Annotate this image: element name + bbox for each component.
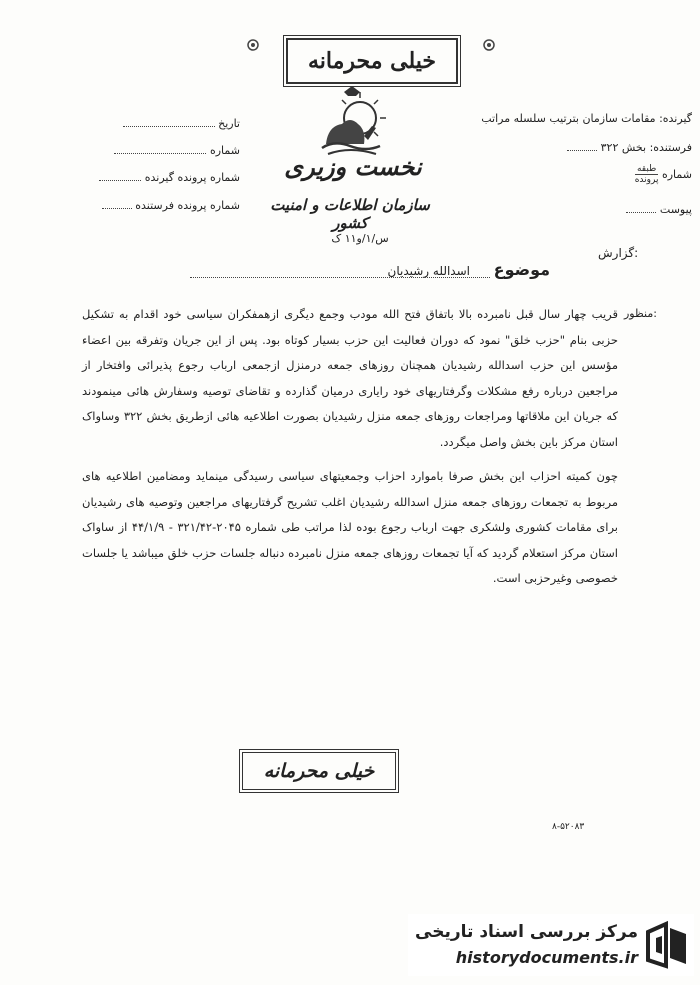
body-paragraph: چون کمیته احزاب این بخش صرفا باموارد احزاب وجمعیتهای سیاسی رسیدگی مینماید ومضامین اطلاعیه های مربوط به تجمعات روزهای جمعه منزل اسدالله رشیدیان اغلب تشریح گرفتاریهای مراجعین وتوصیه های رشیدیان برای مقامات کشوری ولشکری جهت ارباب رجوع بوده لذا مراتب طی شماره ۲۰۴۵-۳۲۱/۴۲ - ۴۴/۱/۹ از ساواک استان مرکز استعلام گردید که آیا تجمعات روزهای جمعه منزل نامبرده دنباله جلسات حزب خلق میباشد یا جلسات خصوصی وغیرحزبی است. bbox=[82, 469, 619, 585]
document-code: ۸-۵۲۰۸۳ bbox=[552, 822, 585, 832]
receiver-file-label: شماره پرونده گیرنده bbox=[144, 171, 240, 184]
recipient-text: گیرنده: مقامات سازمان بترتیب سلسله مراتب bbox=[481, 112, 692, 125]
report-label: گزارش: bbox=[598, 246, 639, 260]
ornament-icon bbox=[246, 38, 260, 52]
recipient-field bbox=[481, 112, 692, 125]
body-paragraph: قریب چهار سال قبل نامبرده بالا باتفاق فتح الله مودب وجمع دیگری ازهمفکران سیاسی خود اقدام به تشکیل حزبی بنام "حزب خلق" نمود که دوران فعالیت این حزب بسیار کوتاه بود. پس از این جریان وتفرقه بین اعضاء مؤسس این حزب اسدالله رشیدیان همچنان روزهای جمعه درمنزل ازجمعی ارباب رجوع پذیرائی وافتخار از مراجعین درباره رفع مشکلات وگرفتاریهای خود رایاری درمیان گذارده و تقاضای توصیه وسفارش هائی مینمودند که جریان این ملاقاتها ومراجعات روزهای جمعه منزل رشیدیان بصورت اطلاعیه هائی ازطریق بخش ۳۲۲ وساواک استان مرکز باین بخش واصل میگردد. bbox=[82, 307, 618, 449]
classification-stamp-bottom: خیلی محرمانه bbox=[242, 752, 396, 790]
receiver-file-field bbox=[99, 170, 240, 184]
archive-watermark bbox=[408, 914, 694, 976]
organization-code: س/۱/و۱۱ ک bbox=[331, 232, 389, 245]
sender-field bbox=[567, 140, 692, 154]
sender-label: فرستنده: bbox=[649, 141, 692, 154]
watermark-url: historydocuments.ir bbox=[455, 948, 638, 967]
number-label-left: شماره bbox=[209, 144, 240, 157]
sender-value: بخش ۳۲۲ bbox=[600, 141, 647, 154]
number-field-left bbox=[114, 143, 240, 157]
ornament-icon bbox=[482, 38, 496, 52]
subject-value: اسدالله رشیدیان bbox=[387, 264, 470, 278]
details-label: منظور: bbox=[624, 307, 657, 320]
attachment-label: پیوست bbox=[659, 203, 692, 216]
number-sub-top: طبقه bbox=[635, 164, 659, 175]
lion-and-sun-emblem-icon bbox=[314, 86, 390, 158]
report-body bbox=[82, 302, 618, 592]
organization-title: سازمان اطلاعات و امنیت کشور bbox=[270, 196, 430, 232]
subject-line bbox=[190, 260, 550, 282]
date-label: تاریخ bbox=[218, 117, 240, 130]
watermark-title: مرکز بررسی اسناد تاریخی bbox=[415, 922, 638, 942]
sender-file-field bbox=[102, 198, 240, 212]
number-label-right: شماره bbox=[661, 168, 692, 181]
number-sub-bottom: پرونده bbox=[634, 175, 659, 185]
subject-label: موضوع bbox=[493, 260, 550, 279]
archive-logo-icon bbox=[644, 920, 690, 970]
ministry-title: نخست وزیری bbox=[284, 152, 422, 181]
sender-file-label: شماره پرونده فرستنده bbox=[135, 199, 240, 212]
number-field-right bbox=[635, 164, 692, 185]
attachment-field bbox=[626, 202, 692, 216]
date-field bbox=[123, 116, 240, 130]
classification-stamp-top: خیلی محرمانه bbox=[286, 38, 458, 84]
